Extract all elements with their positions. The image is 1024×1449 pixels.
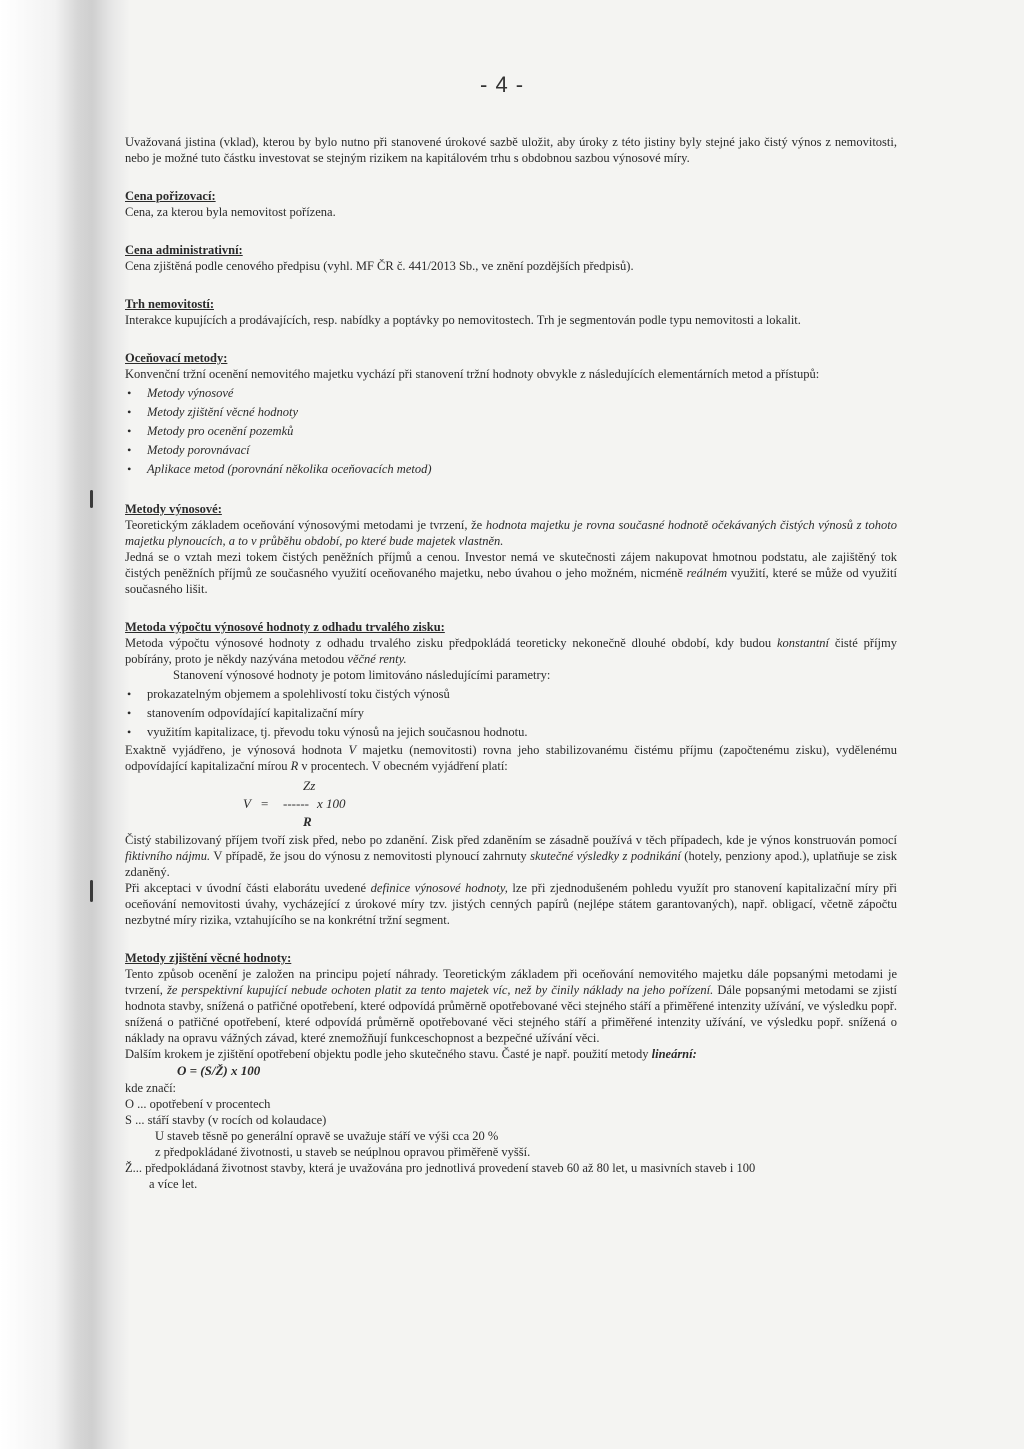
- list-item: • Metody výnosové: [125, 384, 897, 403]
- page-number: - 4 -: [480, 72, 525, 97]
- section-text: Cena zjištěná podle cenového předpisu (vyhl. MF ČR č. 441/2013 Sb., ve znění pozdějších předpisů).: [125, 259, 634, 273]
- list-item: • Metody zjištění věcné hodnoty: [125, 403, 897, 422]
- linear-wear-formula: O = (S/Ž) x 100: [177, 1063, 261, 1078]
- section-text: Čistý stabilizovaný příjem tvoří zisk před, nebo po zdanění. Zisk před zdaněním se zásadně používá v těch případech, kde je výnos konstruován pomocí fiktivního nájmu. V případě, že jsou do výnosu z nemovitosti plynoucí zahrnuty skutečné výsledky z podnikání (hotely, penziony apod.), uplatňuje se zisk zdaněný.: [125, 833, 898, 879]
- section-text: Exaktně vyjádřeno, je výnosová hodnota V majetku (nemovitosti) rovna jeho stabilizovanému čistému příjmu (započtenému zisku), vydělenému odpovídající kapitalizační mírou R v procentech. V obecném vyjádření platí:: [125, 743, 897, 773]
- section-metody-zjisteni: [125, 950, 897, 1192]
- formula-multiplier: x 100: [317, 796, 346, 811]
- section-heading: Metoda výpočtu výnosové hodnoty z odhadu trvalého zisku:: [125, 620, 445, 634]
- section-metody-vynosove: [125, 501, 897, 597]
- methods-list: [125, 384, 897, 479]
- section-text: Cena, za kterou byla nemovitost pořízena.: [125, 205, 336, 219]
- binding-mark: [90, 880, 93, 902]
- list-item: • prokazatelným objemem a spolehlivostí toku čistých výnosů: [125, 685, 897, 704]
- section-text: Interakce kupujících a prodávajících, resp. nabídky a poptávky po nemovitostech. Trh je segmentován podle typu nemovitosti a lokalit.: [125, 313, 801, 327]
- section-cena-porizovaci: [125, 188, 897, 220]
- formula-numerator: Zz: [303, 778, 316, 793]
- section-metoda-vypoctu: [125, 619, 897, 928]
- list-item: • Metody pro ocenění pozemků: [125, 422, 897, 441]
- legend-item: S ... stáří stavby (v rocích od kolaudace): [125, 1113, 327, 1127]
- scan-edge-shadow: [0, 0, 130, 1449]
- section-text: Metoda výpočtu výnosové hodnoty z odhadu trvalého zisku předpokládá teoreticky nekonečně dlouhé období, kdy budou konstantní čisté příjmy pobírány, proto je někdy nazývána metodou věčné renty.: [125, 636, 897, 666]
- section-heading: Trh nemovitostí:: [125, 297, 214, 311]
- section-text: Při akceptaci v úvodní části elaborátu uvedené definice výnosové hodnoty, lze při zjednodušeném pohledu využít pro stanovení kapitalizační míry při oceňování nemovitosti úvahy, vycházející z úrokové míry tzv. jistých cenných papírů (nejlépe státem garantovaných), např. obligací, včetně zápočtu nezbytné míry rizika, vztahujícího se na konkrétní tržní segment.: [125, 881, 898, 927]
- section-text: Teoretickým základem oceňování výnosovými metodami je tvrzení, že hodnota majetku je rovna současné hodnotě očekávaných čistých výnosů z tohoto majetku plynoucích, a to v průběhu období, po které bude majetek vlastněn.: [125, 518, 897, 548]
- section-heading: Oceňovací metody:: [125, 351, 228, 365]
- section-heading: Metody zjištění věcné hodnoty:: [125, 951, 292, 965]
- parameters-list: [125, 685, 897, 742]
- section-cena-administrativni: [125, 242, 897, 274]
- formula-denominator: R: [303, 814, 312, 829]
- list-item: • využitím kapitalizace, tj. převodu toku výnosů na jejich současnou hodnotu.: [125, 723, 897, 742]
- legend-item: a více let.: [149, 1177, 198, 1191]
- formula-fraction-bar: ------: [283, 796, 309, 811]
- list-item: • Aplikace metod (porovnání několika oceňovacích metod): [125, 460, 897, 479]
- section-heading: Cena pořizovací:: [125, 189, 216, 203]
- list-item: • stanovením odpovídající kapitalizační míry: [125, 704, 897, 723]
- section-text: Jedná se o vztah mezi tokem čistých peněžních příjmů a cenou. Investor nemá ve skutečnosti zájem nakupovat hmotnou podstatu, ale zajištěný tok čistých peněžních příjmů ze současného využití oceňovaného majetku, nebo úvahou o jeho možném, nicméně reálném využití, které se může od využití současného lišit.: [125, 550, 898, 596]
- section-trh-nemovitosti: [125, 296, 897, 328]
- formula-lhs: V: [243, 796, 251, 811]
- binding-mark: [90, 490, 93, 508]
- legend-item: O ... opotřebení v procentech: [125, 1097, 271, 1111]
- section-text: Dalším krokem je zjištění opotřebení objektu podle jeho skutečného stavu. Časté je např. použití metody lineární:: [125, 1047, 697, 1061]
- section-ocenovaci-metody: [125, 350, 897, 479]
- section-heading: Cena administrativní:: [125, 243, 243, 257]
- list-item: • Metody porovnávací: [125, 441, 897, 460]
- formula-equals: =: [261, 796, 269, 811]
- legend-note: U staveb těsně po generální opravě se uvažuje stáří ve výši cca 20 %: [155, 1129, 499, 1143]
- legend-item: Ž... předpokládaná životnost stavby, která je uvažována pro jednotlivá provedení staveb 60 až 80 let, u masivních staveb i 100: [125, 1161, 756, 1175]
- section-text: Konvenční tržní ocenění nemovitého majetku vychází při stanovení tržní hodnoty obvykle z následujících elementárních metod a přístupů:: [125, 367, 820, 381]
- section-text: Tento způsob ocenění je založen na principu pojetí náhrady. Teoretickým základem při oceňování nemovitého majetku dále popsanými metodami je tvrzení, že perspektivní kupující nebude ochoten platit za tento majetek víc, než by činily náklady na jeho pořízení. Dále popsanými metodami se zjistí hodnota stavby, snížená o patřičné opotřebení, které odpovídá průměrně opotřebované věci stejného stáří a přiměřené intenzity užívání, ve výsledku popř. snížená o patřičné opotřebení, které odpovídá průměrně opotřebované věci stejného stáří a přiměřené intenzity užívání, ve výsledku popř. snížená o náklady na opravu vážných závad, které znemožňují funkceschopnost a bezpečné užívání věci.: [125, 967, 897, 1045]
- yield-value-formula: [125, 776, 897, 832]
- legend-title: kde značí:: [125, 1081, 177, 1095]
- section-text: Stanovení výnosové hodnoty je potom limitováno následujícími parametry:: [173, 668, 551, 682]
- legend-note: z předpokládané životnosti, u staveb se neúplnou opravou přiměřeně vyšší.: [155, 1145, 531, 1159]
- document-body: [125, 134, 897, 1192]
- section-heading: Metody výnosové:: [125, 502, 222, 516]
- intro-paragraph: Uvažovaná jistina (vklad), kterou by bylo nutno při stanovené úrokové sazbě uložit, aby úroky z této jistiny byly stejné jako čistý výnos z nemovitosti, nebo je možné tuto částku investovat se stejným rizikem na kapitálovém trhu s obdobnou sazbou výnosové míry.: [125, 135, 897, 165]
